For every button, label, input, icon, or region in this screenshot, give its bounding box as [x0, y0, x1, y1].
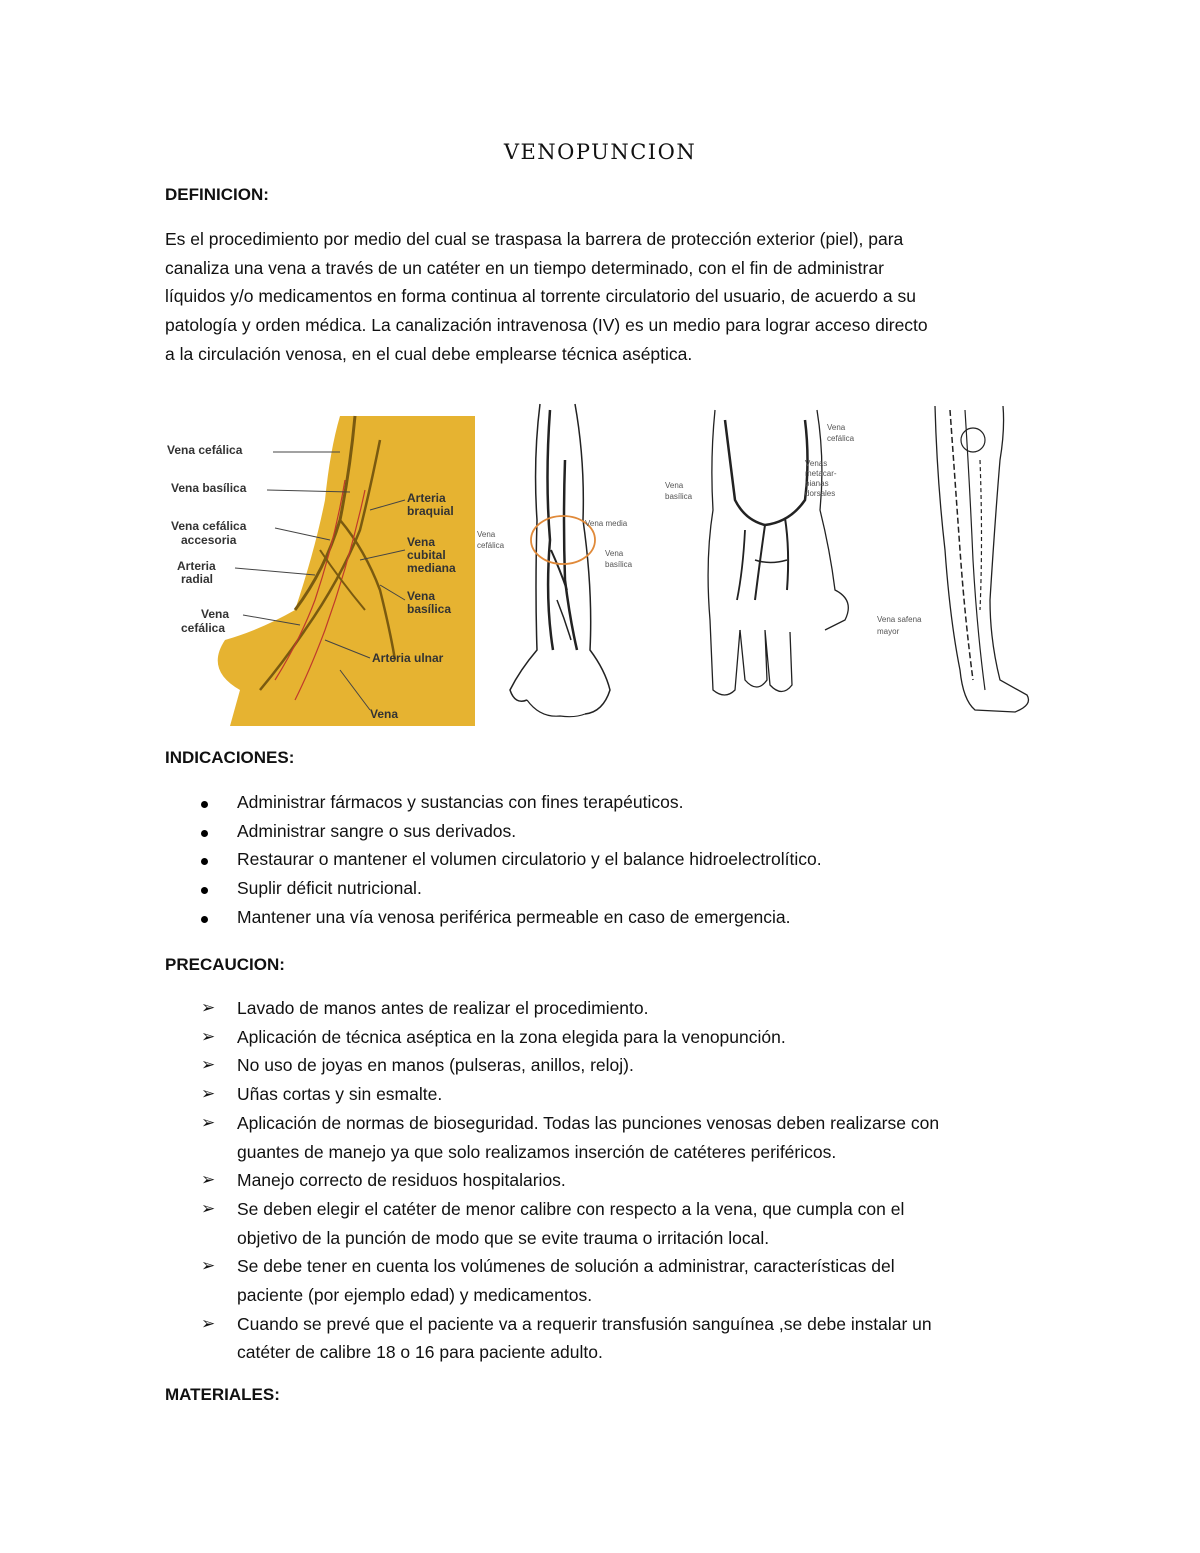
list-item: ➢ Se deben elegir el catéter de menor calibre con respecto a la vena, que cumpla con el objetivo de la punción de modo que se evite trauma o irritación local.	[165, 1195, 1045, 1252]
definicion-paragraph	[165, 225, 1045, 369]
arm-veins-figure	[165, 416, 475, 726]
label-radial: radial	[181, 572, 214, 586]
label-forearm-vena-cefalica: Vena	[477, 530, 496, 539]
paragraph-line: Es el procedimiento por medio del cual se traspasa la barrera de protección exterior (piel), para	[165, 229, 904, 249]
label-hand-vena-basilica: Vena	[665, 481, 684, 490]
label-arteria-radial: Arteria	[177, 559, 216, 573]
list-item: ➢ Aplicación de técnica aséptica en la zona elegida para la venopunción.	[165, 1023, 1045, 1052]
paragraph-line: a la circulación venosa, en el cual debe emplearse técnica aséptica.	[165, 343, 693, 364]
label-cefalica-2: cefálica	[181, 621, 226, 635]
list-item: Suplir déficit nutricional.	[165, 874, 1045, 903]
label-hand-pianas: pianas	[805, 479, 829, 488]
label-vena-basilica-2: Vena	[407, 589, 436, 603]
anatomy-figures	[165, 400, 1035, 730]
label-vena-cefalica-2: Vena	[201, 607, 230, 621]
paragraph-line: líquidos y/o medicamentos en forma continua al torrente circulatorio del usuario, de acuerdo a su	[165, 286, 916, 307]
arrow-bullet-icon: ➢	[201, 1170, 216, 1190]
bullet-icon	[201, 801, 208, 808]
leg-veins-figure	[877, 406, 1029, 712]
bullet-icon	[201, 830, 208, 837]
arrow-bullet-icon: ➢	[201, 1026, 216, 1046]
label-vena-bottom: Vena	[370, 707, 399, 721]
anatomy-figures-svg	[165, 400, 1035, 730]
materiales-heading: MATERIALES:	[165, 1385, 280, 1404]
precaucion-heading: PRECAUCION:	[165, 955, 285, 974]
label-hand-venas: Venas	[805, 459, 828, 468]
arrow-bullet-icon: ➢	[201, 1084, 216, 1104]
label-forearm-cefalica: cefálica	[477, 541, 505, 550]
arrow-bullet-icon: ➢	[201, 1313, 216, 1333]
label-forearm-vena-basilica: Vena	[605, 549, 624, 558]
label-hand-cefalica: cefálica	[827, 434, 855, 443]
arrow-bullet-icon: ➢	[201, 1112, 216, 1132]
list-item: ➢ Uñas cortas y sin esmalte.	[165, 1080, 1045, 1109]
label-hand-basilica: basílica	[665, 492, 693, 501]
label-vena-basilica: Vena basílica	[171, 481, 247, 495]
indicaciones-list	[165, 788, 1045, 932]
definicion-heading: DEFINICION:	[165, 185, 269, 204]
list-item: Mantener una vía venosa periférica permeable en caso de emergencia.	[165, 903, 1045, 932]
list-item: Restaurar o mantener el volumen circulatorio y el balance hidroelectrolítico.	[165, 845, 1045, 874]
label-accesoria: accesoria	[181, 533, 237, 547]
label-basilica-2: basílica	[407, 602, 452, 616]
label-leg-mayor: mayor	[877, 627, 900, 636]
label-arteria-ulnar: Arteria ulnar	[372, 651, 444, 665]
bullet-icon	[201, 916, 208, 923]
page-title: VENOPUNCION	[503, 140, 697, 164]
list-item: Administrar fármacos y sustancias con fines terapéuticos.	[165, 788, 1045, 817]
paragraph-line: canaliza una vena a través de un catéter en un tiempo determinado, con el fin de administrar	[165, 257, 884, 278]
arrow-bullet-icon: ➢	[201, 1256, 216, 1276]
label-forearm-vena-media: Vena media	[585, 519, 628, 528]
list-item: Administrar sangre o sus derivados.	[165, 817, 1045, 846]
bullet-icon	[201, 887, 208, 894]
label-vena-cefalica: Vena cefálica	[167, 443, 243, 457]
label-braquial: braquial	[407, 504, 454, 518]
precaucion-list	[165, 994, 1045, 1367]
list-item: ➢ Aplicación de normas de bioseguridad. Todas las punciones venosas deben realizarse con guantes de manejo ya que solo realizamos inserción de catéteres periféricos.	[165, 1109, 1045, 1166]
label-leg-vena-safena: Vena safena	[877, 615, 922, 624]
paragraph-line: patología y orden médica. La canalización intravenosa (IV) es un medio para lograr acceso directo	[165, 315, 928, 336]
arrow-bullet-icon: ➢	[201, 1055, 216, 1075]
list-item: ➢ Se debe tener en cuenta los volúmenes de solución a administrar, características del paciente (por ejemplo edad) y medicamentos.	[165, 1252, 1045, 1309]
list-item: ➢ No uso de joyas en manos (pulseras, anillos, reloj).	[165, 1051, 1045, 1080]
hand-veins-figure	[665, 410, 855, 695]
label-vena-cefalica-accesoria: Vena cefálica	[171, 519, 247, 533]
arrow-bullet-icon: ➢	[201, 1198, 216, 1218]
label-cubital: cubital	[407, 548, 446, 562]
bullet-icon	[201, 858, 208, 865]
label-vena-cubital: Vena	[407, 535, 436, 549]
indicaciones-heading: INDICACIONES:	[165, 748, 295, 767]
label-forearm-basilica: basílica	[605, 560, 633, 569]
label-hand-vena-cefalica: Vena	[827, 423, 846, 432]
label-hand-metacar: metacar-	[805, 469, 837, 478]
label-hand-dorsales: dorsales	[805, 489, 836, 498]
list-item: ➢ Cuando se prevé que el paciente va a requerir transfusión sanguínea ,se debe instalar un catéter de calibre 18 o 16 para paciente adulto.	[165, 1310, 1045, 1367]
arrow-bullet-icon: ➢	[201, 998, 216, 1017]
label-arteria-braquial: Arteria	[407, 491, 446, 505]
list-item: ➢ Lavado de manos antes de realizar el procedimiento.	[165, 994, 1045, 1023]
list-item: ➢ Manejo correcto de residuos hospitalarios.	[165, 1166, 1045, 1195]
forearm-veins-figure	[477, 404, 633, 717]
label-mediana: mediana	[407, 561, 456, 575]
